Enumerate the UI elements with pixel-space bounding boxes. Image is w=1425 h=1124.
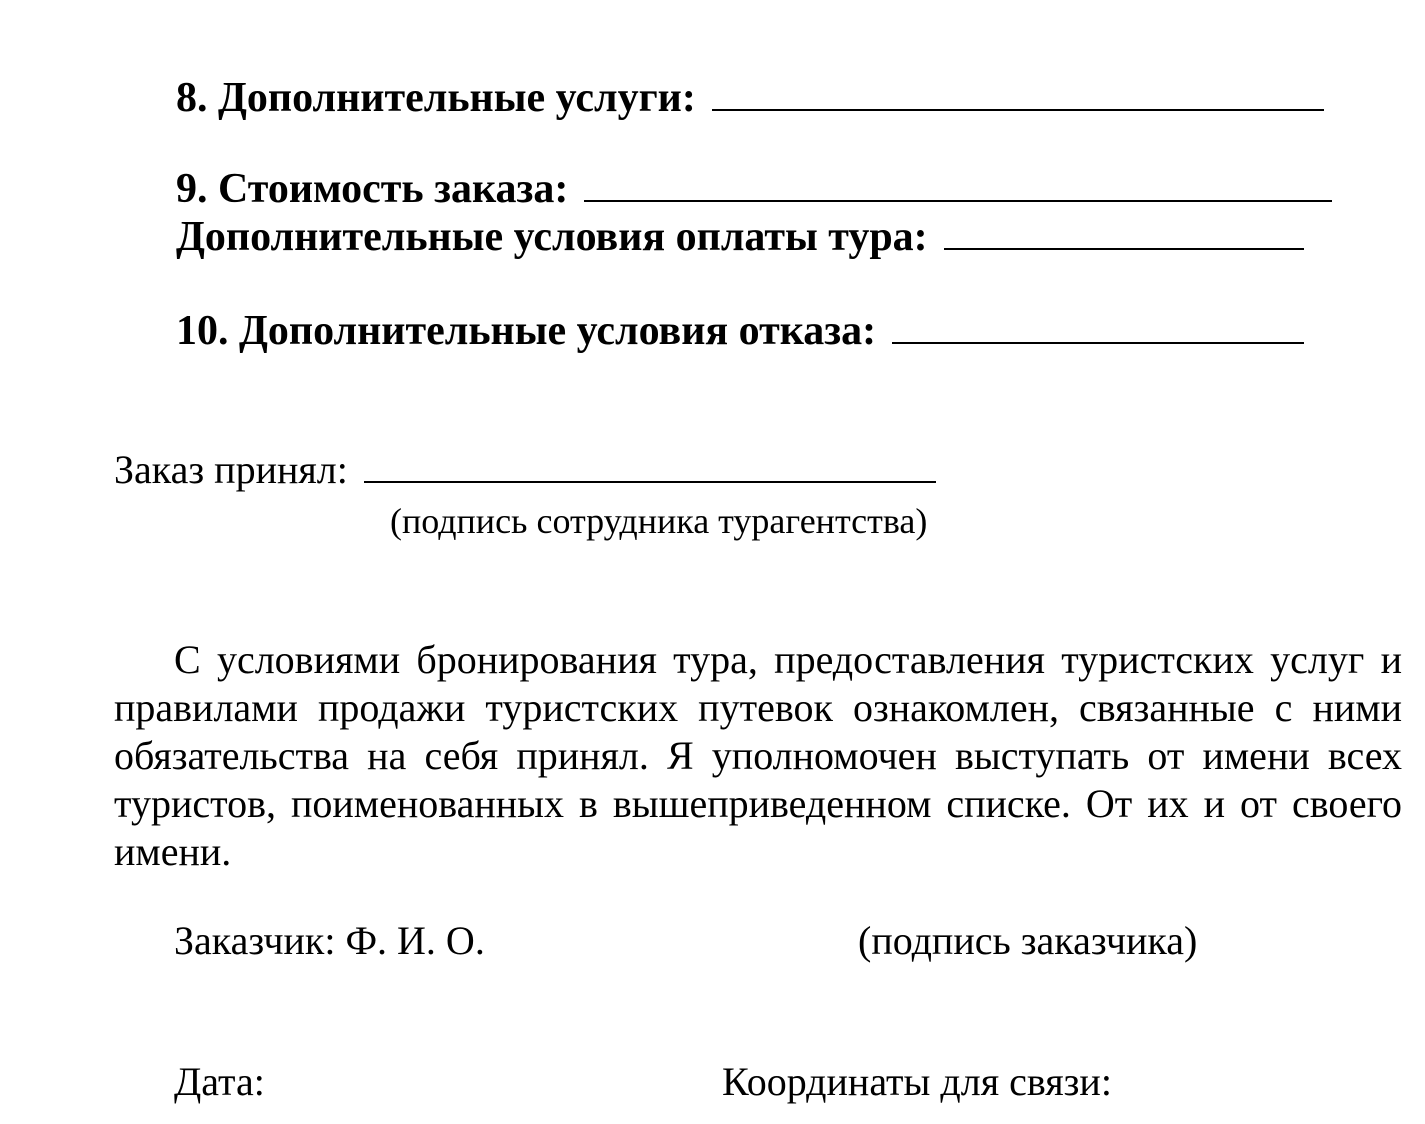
customer-name-label: Заказчик: Ф. И. О. [174, 918, 485, 963]
order-accepted-label: Заказ принял: [114, 447, 348, 492]
payment-terms-row [176, 213, 1304, 261]
agent-signature-field[interactable] [364, 479, 936, 483]
agreement-paragraph: С условиями бронирования тура, предоставления туристских услуг и правилами продажи туристских путевок ознакомлен, связанные с ними обязательства на себя принял. Я уполномочен выступать от имени всех туристов, поименованных в вышеприведенном списке. От их и от своего имени. [114, 637, 1402, 874]
customer-signature-caption: (подпись заказчика) [858, 918, 1198, 963]
additional-services-row [176, 74, 1324, 122]
contacts-label: Координаты для связи: [722, 1059, 1112, 1104]
order-cost-row [176, 165, 1332, 213]
additional-services-field[interactable] [712, 107, 1324, 111]
payment-terms-label: Дополнительные условия оплаты тура: [176, 214, 928, 260]
additional-services-label: 8. Дополнительные услуги: [176, 75, 696, 121]
order-cost-field[interactable] [584, 198, 1332, 202]
order-accepted-row [114, 446, 936, 493]
cancellation-terms-row [176, 307, 1304, 355]
cancellation-terms-label: 10. Дополнительные условия отказа: [176, 308, 877, 354]
date-label: Дата: [174, 1059, 265, 1104]
agent-signature-caption: (подпись сотрудника турагентства) [390, 501, 928, 541]
order-cost-label: 9. Стоимость заказа: [176, 166, 569, 212]
payment-terms-field[interactable] [944, 246, 1304, 250]
cancellation-terms-field[interactable] [892, 340, 1304, 344]
